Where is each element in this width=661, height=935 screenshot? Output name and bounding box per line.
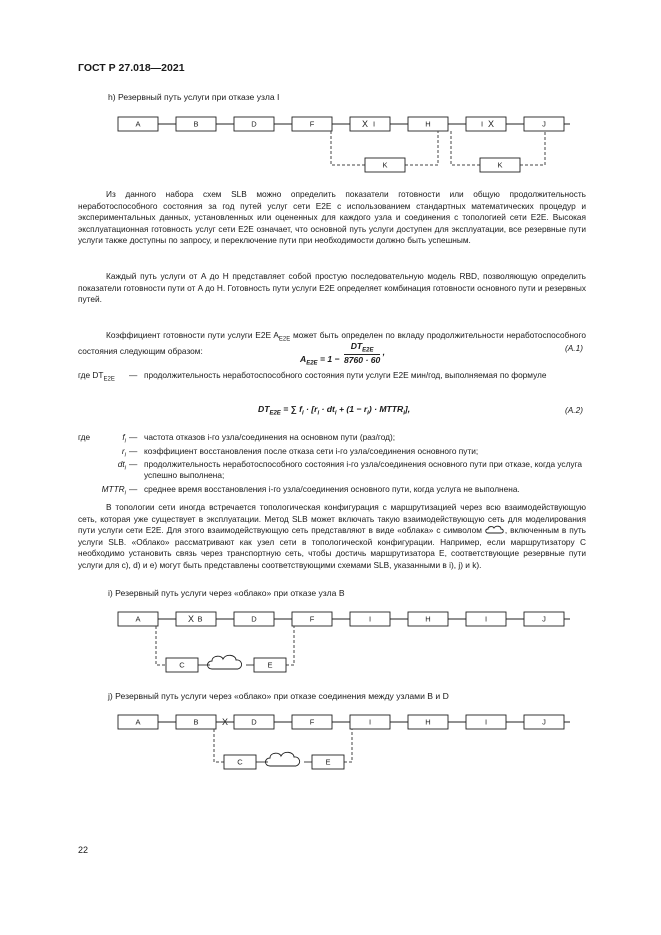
- diagram-j-backup-node-label: C: [237, 757, 243, 767]
- diagram-j-node-label: H: [425, 717, 431, 727]
- diagram-j-node-label: B: [193, 717, 199, 727]
- diagram-j-node-label: I: [368, 717, 372, 727]
- diagram-j: [110, 708, 580, 778]
- diagram-i-node-label: F: [309, 614, 315, 624]
- diagram-j-node-label: F: [309, 717, 315, 727]
- diagram-i-node-label: I: [368, 614, 372, 624]
- diagram-h-node-label: A: [135, 119, 141, 129]
- diagram-i: [110, 605, 580, 685]
- diagram-i-node-label: A: [135, 614, 141, 624]
- diagram-h-node-label: I: [372, 119, 376, 129]
- paragraph-4: В топологии сети иногда встречается топологическая конфигурация с маршрутизацией через всю взаимодействующую сеть, которая уже существует в эксплуатации. Метод SLB может включать такую взаимодействующую сеть для моделирования пути услуги сети E2E. Для этого взаимодействующую сеть представляют в виде «облака» с символом , включенным в путь услуги SLB. «Облако» рассматривают как узел сети в топологической конфигурации. Например, если маршрутизатору C необходимо установить связь через транспортную сеть, чтобы достичь маршрутизатора E, соответствующие резервные пути услуги для c), d) и e) могут быть представлены соответствующими схемами SLB, указанными в i), j) и k).: [78, 502, 586, 570]
- diagram-h: [110, 110, 580, 182]
- definition-symbol: $r_i$: [121, 446, 126, 459]
- diagram-h-failure-mark: X: [487, 119, 495, 129]
- diagram-i-node-label: B: [197, 614, 203, 624]
- definition-symbol: $dt_i$: [117, 459, 126, 472]
- diagram-j-node-label: J: [542, 717, 546, 727]
- diagram-i-node-label: D: [251, 614, 257, 624]
- diagram-h-node-label: H: [425, 119, 431, 129]
- page-number: 22: [78, 845, 89, 855]
- diagram-i-backup-node-label: E: [267, 660, 273, 670]
- diagram-j-node-label: D: [251, 717, 257, 727]
- diagram-h-backup-node-label: K: [497, 160, 503, 170]
- definition-lead: где: [78, 432, 91, 442]
- diagram-h-node-label: I: [480, 119, 484, 129]
- formula-a2-number: (A.2): [565, 405, 583, 415]
- formula-a1: $A_{E2E} = 1$ − $DT_{E2E}$ 8760 · 60 ,: [300, 341, 386, 367]
- diagram-h-backup-node-label: K: [382, 160, 388, 170]
- def1-label: где $DT_{E2E}$: [78, 370, 115, 383]
- diagram-h-node-label: B: [193, 119, 199, 129]
- diagram-h-node-box: [466, 117, 506, 131]
- formula-a2: $DT_{E2E}$ = ∑ $f_i \cdot [r_i \cdot dt_i + (1 - r_i)$ · $MTTR_i$],: [258, 404, 411, 417]
- cloud-icon: [485, 525, 505, 535]
- diagram-i-failure-mark: X: [187, 614, 195, 624]
- diagram-j-backup-node-label: E: [325, 757, 331, 767]
- diagram-j-node-label: I: [484, 717, 488, 727]
- def1-text: продолжительность неработоспособного состояния пути услуги E2E мин/год, выполняемая по формуле: [144, 370, 547, 380]
- cloud-icon: [208, 655, 242, 669]
- diagram-i-node-label: H: [425, 614, 431, 624]
- def1-dash: —: [129, 370, 138, 380]
- cloud-icon: [266, 752, 300, 766]
- definition-dash: —: [129, 446, 138, 456]
- paragraph-2: Каждый путь услуги от A до H представляет собой простую последовательную модель RBD, позволяющую определить показатели готовности пути от A до H. Готовность пути услуги E2E определяет комбинация готовности основного пути и резервных путей.: [78, 271, 586, 305]
- diagram-i-node-label: J: [542, 614, 546, 624]
- formula-a1-number: (A.1): [565, 343, 583, 353]
- paragraph-1: Из данного набора схем SLB можно определить показатели готовности или общую продолжительность неработоспособного состояния за год путей услуг сети E2E с использованием стандартных математических процедур и экспериментальных данных, установленных или оцененных для каждого узла и соединения с топологией сети E2E. Высокая эксплуатационная готовность услуг сети E2E означает, что основной путь услуги доступен для эксплуатации, все резервные пути услуги также доступны по запросу, и переключение пути при необходимости должно быть успешным.: [78, 189, 586, 246]
- diagram-i-node-box: [176, 612, 216, 626]
- definition-symbol: $MTTR_i$: [101, 484, 126, 497]
- definition-text: продолжительность неработоспособного состояния i-го узла/соединения основного пути при отказе, когда услуга успешно выполнена;: [144, 459, 583, 481]
- definition-dash: —: [129, 484, 138, 494]
- definition-dash: —: [129, 432, 138, 442]
- definition-text: коэффициент восстановления после отказа сети i-го узла/соединения основного пути;: [144, 446, 479, 456]
- standard-header: ГОСТ Р 27.018—2021: [78, 62, 185, 74]
- diagram-j-node-label: A: [135, 717, 141, 727]
- diagram-h-node-label: D: [251, 119, 257, 129]
- diagram-i-backup-node-label: C: [179, 660, 185, 670]
- diagram-i-node-label: I: [484, 614, 488, 624]
- diagram-i-caption: i) Резервный путь услуги через «облако» при отказе узла B: [108, 588, 345, 598]
- diagram-j-link-failure-mark: X: [221, 717, 229, 727]
- definition-symbol: $f_i$: [122, 432, 126, 445]
- diagram-j-caption: j) Резервный путь услуги через «облако» при отказе соединения между узлами B и D: [108, 691, 449, 701]
- diagram-h-failure-mark: X: [361, 119, 369, 129]
- diagram-h-caption: h) Резервный путь услуги при отказе узла I: [108, 92, 280, 102]
- definition-text: среднее время восстановления i-го узла/соединения основного пути, когда услуга не выполнена.: [144, 484, 520, 494]
- diagram-h-node-label: J: [542, 119, 546, 129]
- paragraph-3: Коэффициент готовности пути услуги E2E $A_{E2E}$ может быть определен по вкладу продолжительности неработоспособного состояния следующим образом:: [78, 330, 586, 357]
- diagram-h-node-label: F: [309, 119, 315, 129]
- definition-dash: —: [129, 459, 138, 469]
- definition-text: частота отказов i-го узла/соединения на основном пути (раз/год);: [144, 432, 396, 442]
- diagram-h-node-box: [350, 117, 390, 131]
